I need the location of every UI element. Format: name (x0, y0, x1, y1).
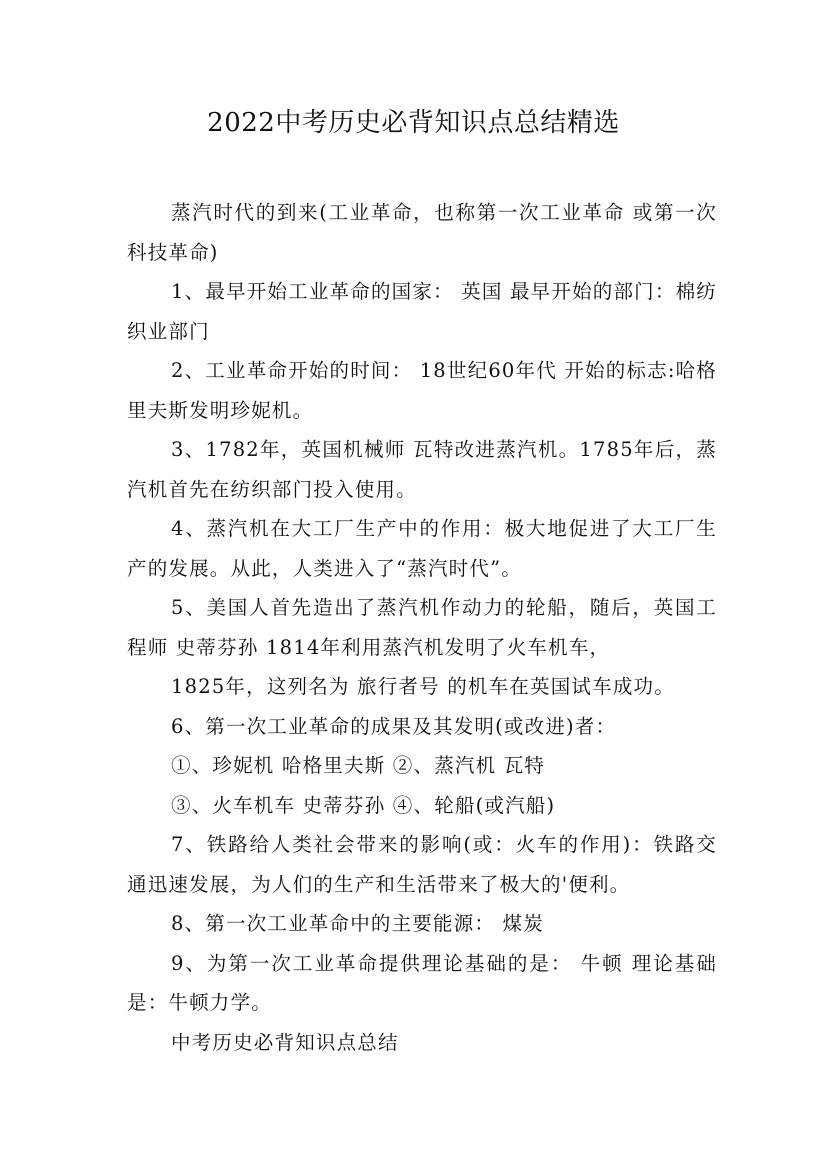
paragraph-item-5: 5、美国人首先造出了蒸汽机作动力的轮船，随后，英国工程师 史蒂芬孙 1814年利用蒸汽机发明了火车机车， (127, 596, 717, 659)
paragraph-section-heading: 中考历史必背知识点总结 (171, 1030, 399, 1054)
paragraph-item-4: 4、蒸汽机在大工厂生产中的作用：极大地促进了大工厂生产的发展。从此，人类进入了“蒸汽时代”。 (127, 517, 717, 580)
document-body (127, 193, 717, 1062)
paragraph-item-6-list-b: ③、火车机车 史蒂芬孙 ④、轮船(或汽船) (171, 793, 556, 817)
paragraph-item-8: 8、第一次工业革命中的主要能源： 煤炭 (171, 912, 544, 935)
paragraph-intro: 蒸汽时代的到来(工业革命，也称第一次工业革命 或第一次科技革命) (127, 201, 717, 264)
paragraph-item-1: 1、最早开始工业革命的国家： 英国 最早开始的部门：棉纺织业部门 (127, 280, 717, 343)
paragraph-item-7: 7、铁路给人类社会带来的影响(或：火车的作用)：铁路交通迅速发展，为人们的生产和生活带来了极大的'便利。 (127, 833, 717, 896)
paragraph-item-3: 3、1782年，英国机械师 瓦特改进蒸汽机。1785年后，蒸汽机首先在纺织部门投入使用。 (127, 438, 717, 501)
paragraph-item-9: 9、为第一次工业革命提供理论基础的是： 牛顿 理论基础是：牛顿力学。 (127, 951, 717, 1014)
paragraph-item-2: 2、工业革命开始的时间： 18世纪60年代 开始的标志:哈格里夫斯发明珍妮机。 (127, 359, 717, 422)
paragraph-item-6: 6、第一次工业革命的成果及其发明(或改进)者： (171, 714, 617, 738)
paragraph-item-5-continued: 1825年，这列名为 旅行者号 的机车在英国试车成功。 (171, 675, 675, 698)
document-title: 2022中考历史必背知识点总结精选 (207, 108, 620, 138)
paragraph-item-6-list-a: ①、珍妮机 哈格里夫斯 ②、蒸汽机 瓦特 (171, 754, 546, 777)
